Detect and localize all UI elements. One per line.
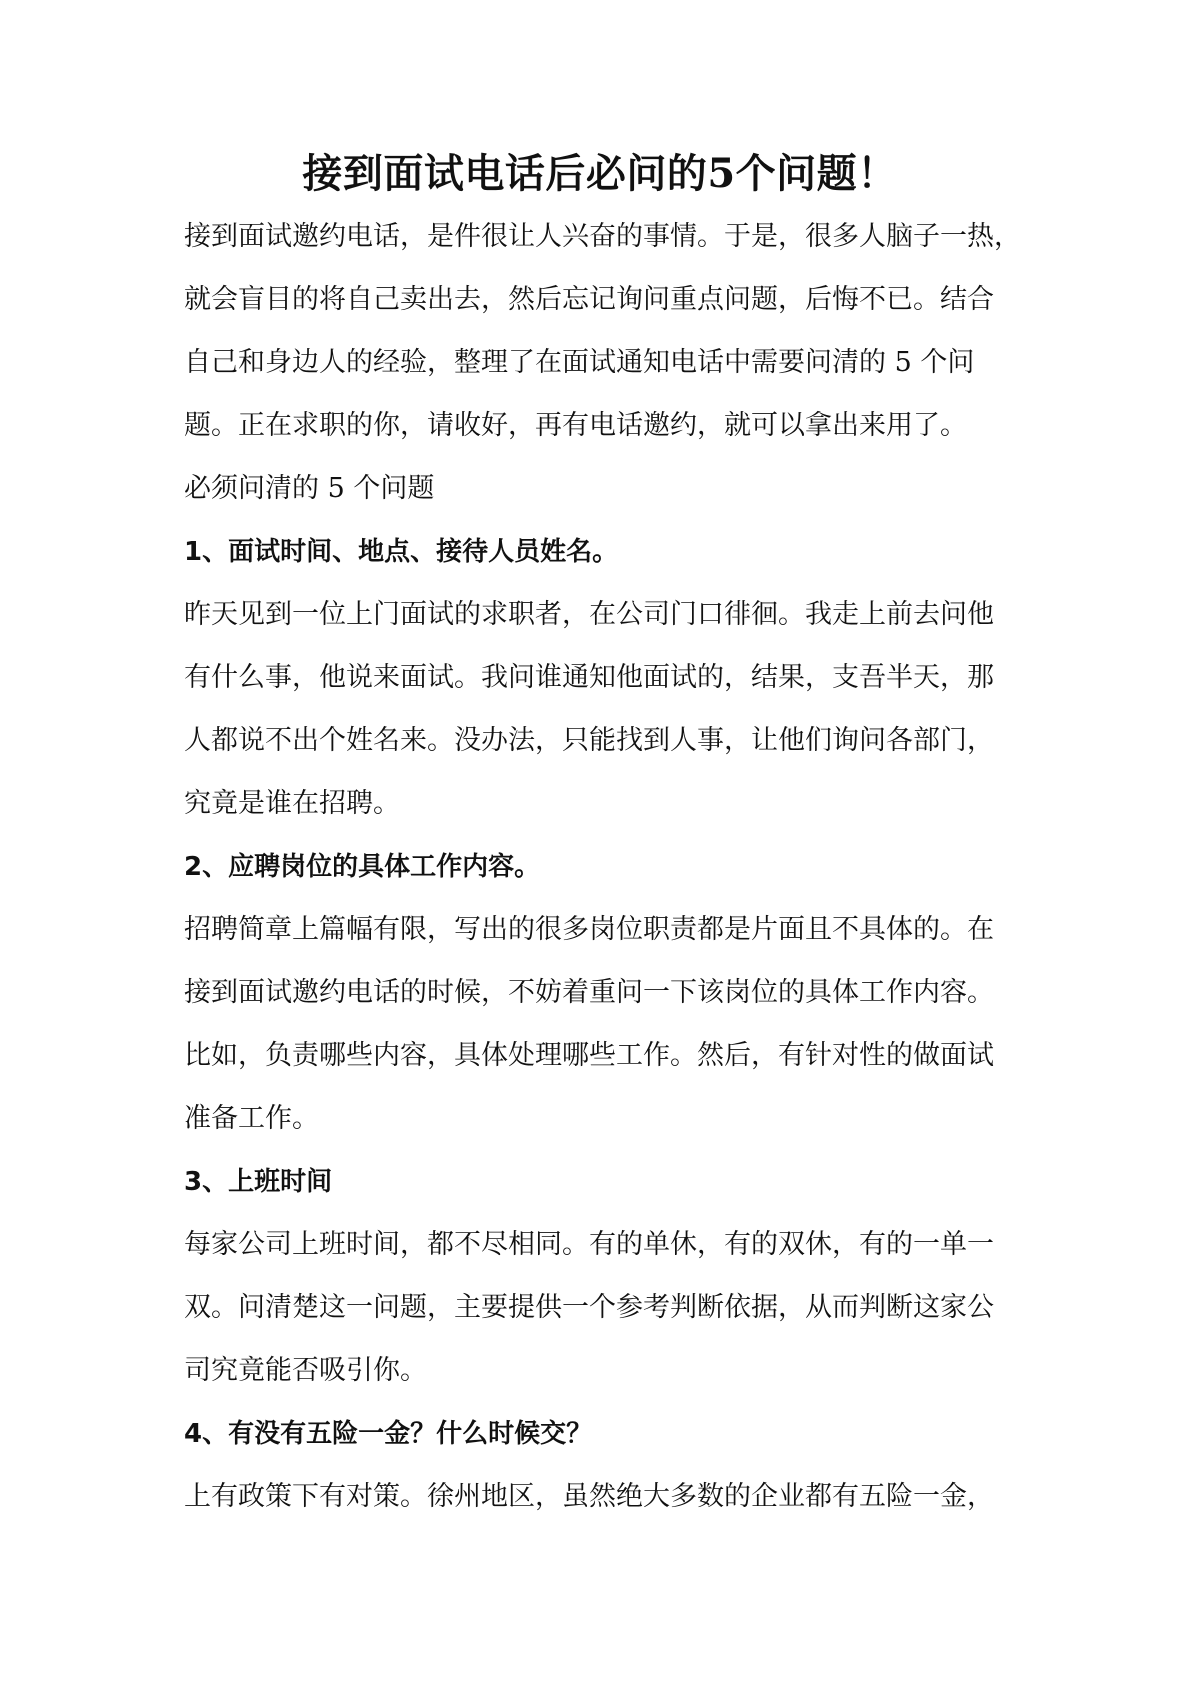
body-line: 昨天见到一位上门面试的求职者，在公司门口徘徊。我走上前去问他	[184, 599, 994, 630]
body-line: 自己和身边人的经验，整理了在面试通知电话中需要问清的 5 个问	[184, 347, 975, 378]
question-heading-4: 4、有没有五险一金？什么时候交？	[184, 1419, 593, 1449]
section-intro-line: 必须问清的 5 个问题	[184, 473, 435, 504]
body-line: 题。正在求职的你，请收好，再有电话邀约，就可以拿出来用了。	[184, 410, 967, 441]
body-line: 比如，负责哪些内容，具体处理哪些工作。然后，有针对性的做面试	[184, 1040, 994, 1071]
body-line: 司究竟能否吸引你。	[184, 1355, 427, 1386]
body-line: 人都说不出个姓名来。没办法，只能找到人事，让他们询问各部门，	[184, 725, 994, 756]
body-line: 准备工作。	[184, 1103, 319, 1134]
body-line: 接到面试邀约电话，是件很让人兴奋的事情。于是，很多人脑子一热，	[184, 221, 1021, 252]
body-line: 双。问清楚这一问题，主要提供一个参考判断依据，从而判断这家公	[184, 1292, 994, 1323]
question-heading-1: 1、面试时间、地点、接待人员姓名。	[184, 537, 619, 567]
question-heading-3: 3、上班时间	[184, 1167, 333, 1197]
body-line: 上有政策下有对策。徐州地区，虽然绝大多数的企业都有五险一金，	[184, 1481, 994, 1512]
body-line: 招聘简章上篇幅有限，写出的很多岗位职责都是片面且不具体的。在	[184, 914, 994, 945]
body-line: 接到面试邀约电话的时候，不妨着重问一下该岗位的具体工作内容。	[184, 977, 994, 1008]
body-line: 究竟是谁在招聘。	[184, 788, 400, 819]
body-line: 有什么事，他说来面试。我问谁通知他面试的，结果，支吾半天，那	[184, 662, 994, 693]
body-line: 就会盲目的将自己卖出去，然后忘记询问重点问题，后悔不已。结合	[184, 284, 994, 315]
body-line: 每家公司上班时间，都不尽相同。有的单休，有的双休，有的一单一	[184, 1229, 994, 1260]
question-heading-2: 2、应聘岗位的具体工作内容。	[184, 852, 541, 882]
document-title: 接到面试电话后必问的5个问题！	[302, 150, 898, 197]
